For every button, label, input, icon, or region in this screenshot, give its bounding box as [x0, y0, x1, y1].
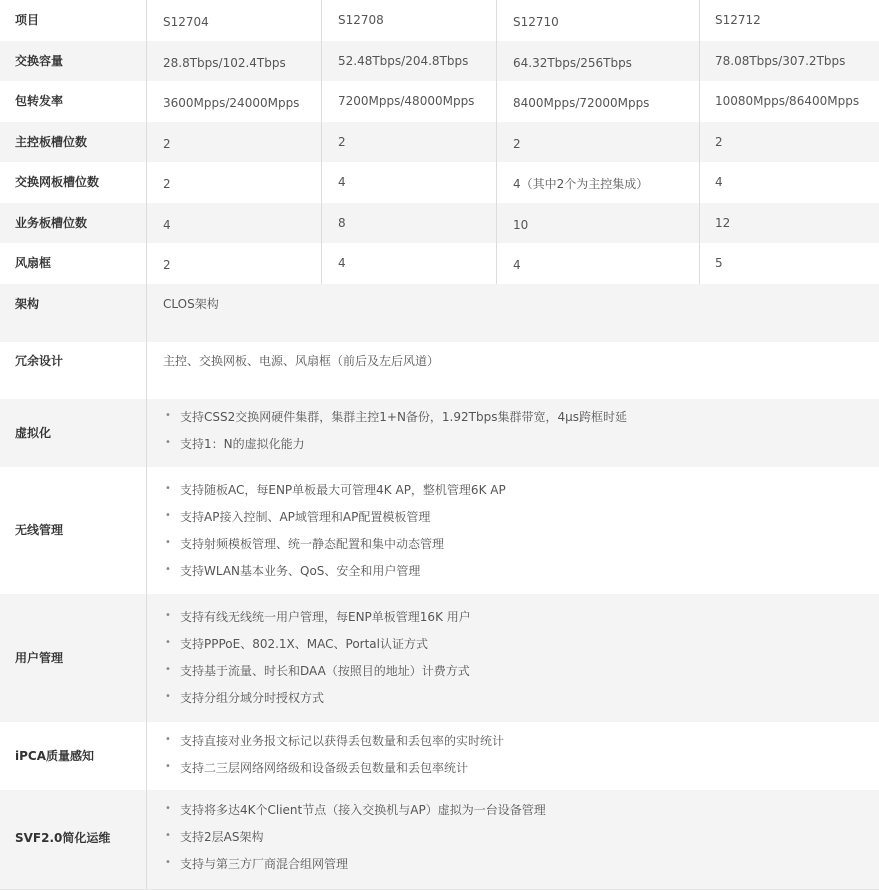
list-item [163, 760, 504, 787]
list-item-text: 支持二三层网络网络级和设备级丢包数量和丢包率统计 [180, 761, 469, 775]
row-fan-frames [0, 243, 879, 284]
list-item-text: 支持随板AC，每ENP单板最大可管理4K AP，整机管理6K AP [180, 483, 506, 497]
value-cell: 2 [163, 137, 171, 151]
list-item-text: 支持WLAN基本业务、QoS、安全和用户管理 [180, 564, 421, 578]
row-label: 冗余设计 [15, 354, 64, 368]
list-item-text: 支持2层AS架构 [180, 830, 264, 844]
model-header: S12708 [338, 13, 384, 27]
bullet-icon: • [165, 803, 171, 814]
row-label: 架构 [15, 297, 40, 311]
value-cell: 10 [513, 218, 529, 232]
list-item-text: 支持CSS2交换网硬件集群，集群主控1+N备份，1.92Tbps集群带宽，4μs跨框时延 [180, 410, 627, 424]
row-label: 虚拟化 [15, 426, 52, 440]
list-item [163, 829, 546, 856]
value-cell: 4 [715, 175, 723, 189]
bullet-icon: • [165, 437, 171, 448]
value-cell: CLOS架构 [163, 297, 219, 311]
value-cell: 2 [513, 137, 521, 151]
value-cell: 3600Mpps/24000Mpps [163, 96, 300, 110]
column-divider [321, 0, 322, 284]
row-sfu-slots [0, 162, 879, 203]
list-item-text: 支持将多达4K个Client节点（接入交换机与AP）虚拟为一台设备管理 [180, 803, 546, 817]
list-item-text: 支持分组分域分时授权方式 [180, 691, 325, 705]
value-cell: 4 [163, 218, 171, 232]
bullet-icon: • [165, 734, 171, 745]
value-cell: 2 [338, 135, 346, 149]
row-label: 包转发率 [15, 94, 64, 108]
row-label: 交换容量 [15, 54, 64, 68]
value-cell: 4 [338, 175, 346, 189]
value-cell: 主控、交换网板、电源、风扇框（前后及左后风道） [163, 354, 440, 368]
value-cell: 12 [715, 216, 731, 230]
row-label: 主控板槽位数 [15, 135, 88, 149]
bullet-list [163, 733, 504, 787]
bullet-icon: • [165, 410, 171, 421]
list-item [163, 436, 627, 463]
column-divider [496, 0, 497, 284]
list-item [163, 856, 546, 883]
value-cell: 2 [163, 258, 171, 272]
value-cell: 4 [338, 256, 346, 270]
value-cell: 52.48Tbps/204.8Tbps [338, 54, 469, 68]
value-cell: 2 [163, 177, 171, 191]
list-item-text: 支持AP接入控制、AP域管理和AP配置模板管理 [180, 510, 431, 524]
row-label: 无线管理 [15, 523, 64, 537]
list-item [163, 690, 471, 717]
bullet-icon: • [165, 830, 171, 841]
row-architecture [0, 284, 879, 342]
row-label: 用户管理 [15, 651, 64, 665]
bullet-list [163, 482, 506, 590]
list-item [163, 663, 471, 690]
value-cell: 5 [715, 256, 723, 270]
value-cell: 2 [715, 135, 723, 149]
model-header: S12712 [715, 13, 761, 27]
row-redundancy [0, 342, 879, 399]
value-cell: 8 [338, 216, 346, 230]
list-item-text: 支持基于流量、时长和DAA（按照目的地址）计费方式 [180, 664, 470, 678]
bullet-icon: • [165, 761, 171, 772]
bullet-icon: • [165, 537, 171, 548]
bullet-icon: • [165, 483, 171, 494]
list-item [163, 409, 627, 436]
row-label: 业务板槽位数 [15, 216, 88, 230]
model-header: S12704 [163, 15, 209, 29]
bullet-icon: • [165, 691, 171, 702]
bullet-icon: • [165, 610, 171, 621]
list-item [163, 636, 471, 663]
value-cell: 10080Mpps/86400Mpps [715, 94, 860, 108]
list-item [163, 733, 504, 760]
list-item-text: 支持与第三方厂商混合组网管理 [180, 857, 349, 871]
list-item-text: 支持1：N的虚拟化能力 [180, 437, 305, 451]
list-item [163, 509, 506, 536]
column-divider [146, 0, 147, 890]
list-item [163, 802, 546, 829]
value-cell: 7200Mpps/48000Mpps [338, 94, 475, 108]
header-label: 项目 [15, 13, 40, 27]
bullet-icon: • [165, 510, 171, 521]
list-item [163, 536, 506, 563]
row-label: 风扇框 [15, 256, 52, 270]
bullet-list [163, 409, 627, 463]
list-item-text: 支持直接对业务报文标记以获得丢包数量和丢包率的实时统计 [180, 734, 505, 748]
bullet-icon: • [165, 637, 171, 648]
value-cell: 4（其中2个为主控集成） [513, 177, 649, 191]
value-cell: 78.08Tbps/307.2Tbps [715, 54, 846, 68]
bullet-icon: • [165, 664, 171, 675]
row-lpu-slots [0, 203, 879, 243]
row-mpu-slots [0, 122, 879, 162]
model-header: S12710 [513, 15, 559, 29]
list-item [163, 563, 506, 590]
list-item [163, 482, 506, 509]
bullet-icon: • [165, 564, 171, 575]
list-item [163, 609, 471, 636]
list-item-text: 支持射频模板管理、统一静态配置和集中动态管理 [180, 537, 445, 551]
row-label: 交换网板槽位数 [15, 175, 100, 189]
value-cell: 4 [513, 258, 521, 272]
list-item-text: 支持PPPoE、802.1X、MAC、Portal认证方式 [180, 637, 428, 651]
row-label: iPCA质量感知 [15, 749, 95, 763]
row-label: SVF2.0简化运维 [15, 831, 111, 845]
list-item-text: 支持有线无线统一用户管理，每ENP单板管理16K 用户 [180, 610, 471, 624]
value-cell: 28.8Tbps/102.4Tbps [163, 56, 286, 70]
bullet-list [163, 609, 471, 717]
column-divider [699, 0, 700, 284]
bullet-list [163, 802, 546, 883]
value-cell: 8400Mpps/72000Mpps [513, 96, 650, 110]
value-cell: 64.32Tbps/256Tbps [513, 56, 632, 70]
bullet-icon: • [165, 857, 171, 868]
